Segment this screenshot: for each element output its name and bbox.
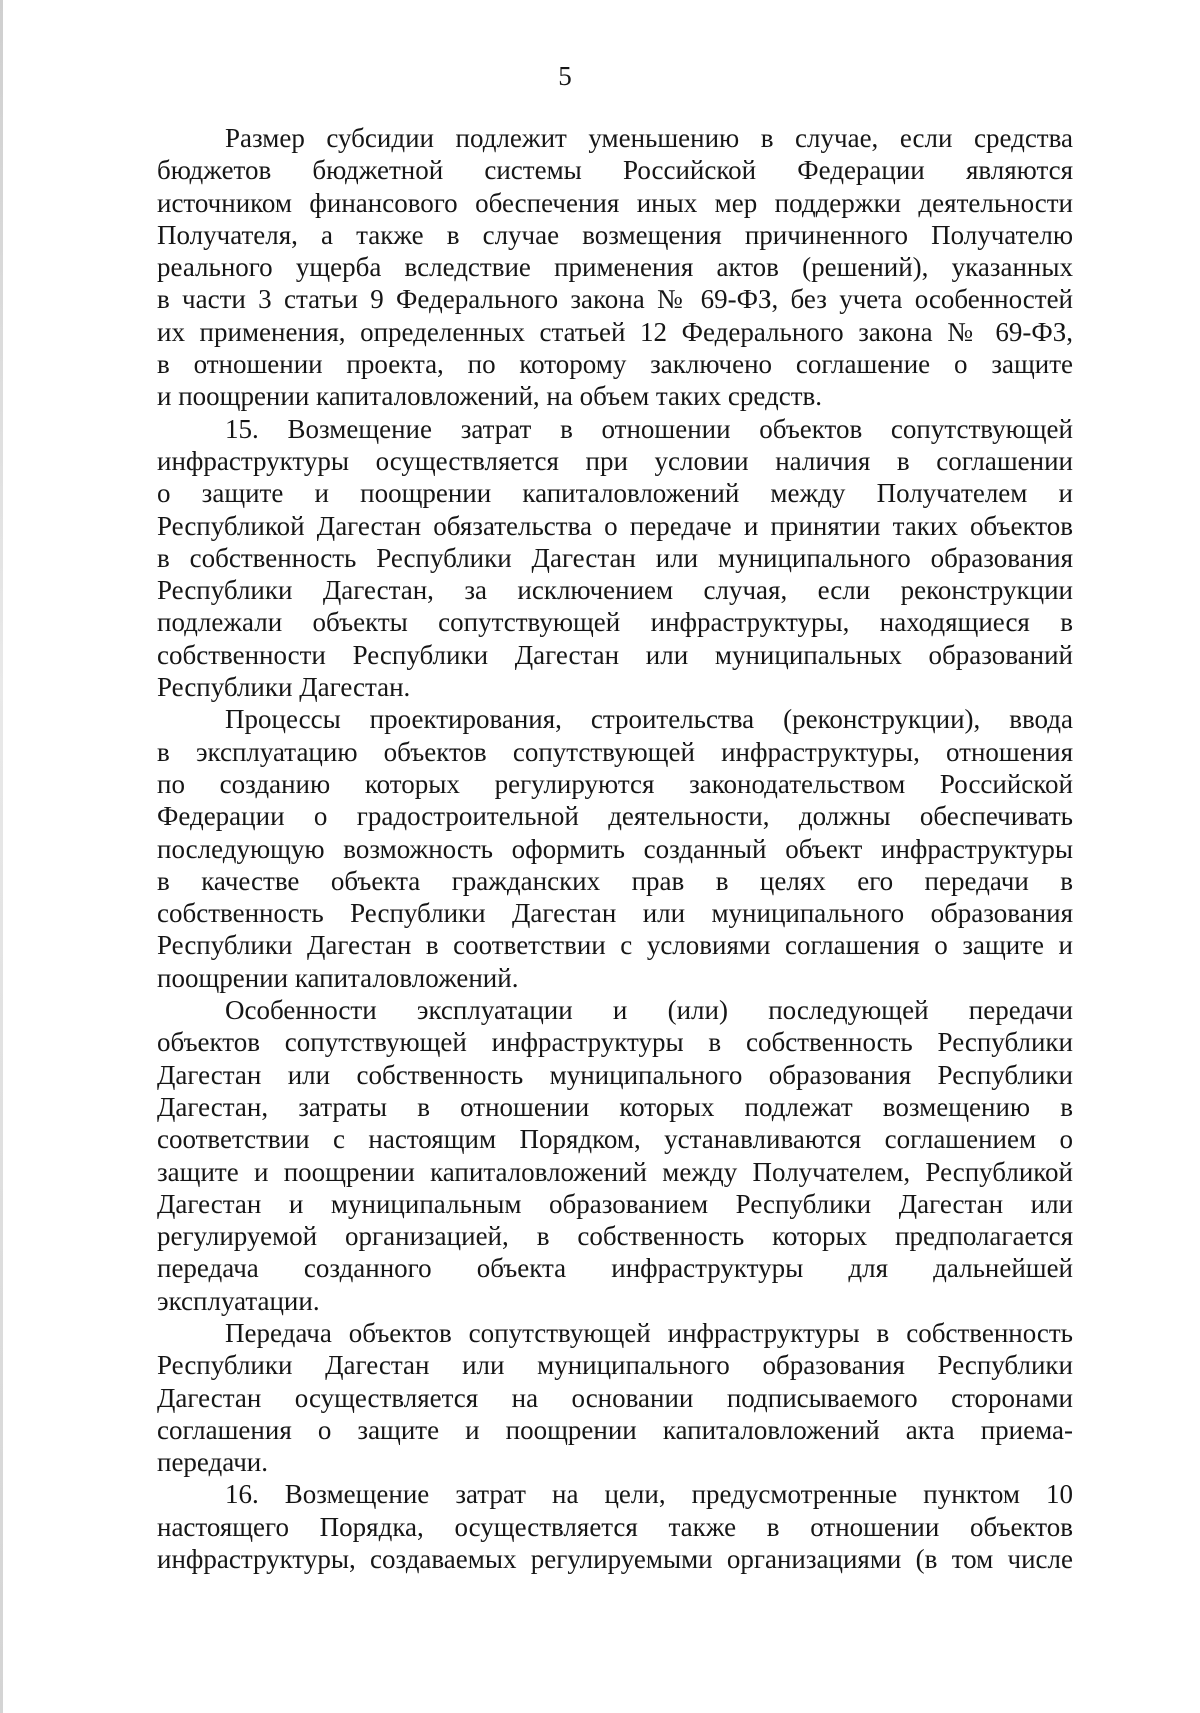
text-line: инфраструктуры осуществляется при условии наличия в соглашении bbox=[157, 445, 1073, 476]
text-line: в эксплуатацию объектов сопутствующей инфраструктуры, отношения bbox=[157, 736, 1073, 767]
text-line: их применения, определенных статьей 12 Федерального закона № 69-ФЗ, bbox=[157, 316, 1073, 347]
text-line: Республики Дагестан в соответствии с условиями соглашения о защите и bbox=[157, 930, 1073, 961]
text-line: объектов сопутствующей инфраструктуры в собственность Республики bbox=[157, 1027, 1073, 1058]
text-line: Дагестан, затраты в отношении которых подлежат возмещению в bbox=[157, 1091, 1073, 1122]
text-line: Дагестан и муниципальным образованием Республики Дагестан или bbox=[157, 1188, 1073, 1219]
text-line: Процессы проектирования, строительства (реконструкции), ввода bbox=[225, 704, 1073, 735]
text-line: подлежали объекты сопутствующей инфраструктуры, находящиеся в bbox=[157, 607, 1073, 638]
text-line: инфраструктуры, создаваемых регулируемыми организациями (в том числе bbox=[157, 1544, 1073, 1575]
text-line: Республикой Дагестан обязательства о передаче и принятии таких объектов bbox=[157, 510, 1073, 541]
text-line: Дагестан осуществляется на основании подписываемого сторонами bbox=[157, 1382, 1073, 1413]
text-line: Федерации о градостроительной деятельности, должны обеспечивать bbox=[157, 801, 1073, 832]
text-line: по созданию которых регулируются законодательством Российской bbox=[157, 768, 1073, 799]
text-line: в отношении проекта, по которому заключено соглашение о защите bbox=[157, 349, 1073, 380]
text-line: Размер субсидии подлежит уменьшению в случае, если средства bbox=[225, 123, 1073, 153]
text-line: эксплуатации. bbox=[157, 1285, 320, 1316]
text-line: источником финансового обеспечения иных мер поддержки деятельности bbox=[157, 187, 1073, 218]
text-line: Республики Дагестан или муниципального образования Республики bbox=[157, 1350, 1073, 1381]
text-line: 16. Возмещение затрат на цели, предусмотренные пунктом 10 bbox=[225, 1479, 1073, 1510]
text-line: Передача объектов сопутствующей инфраструктуры в собственность bbox=[225, 1317, 1073, 1348]
text-line: поощрении капиталовложений. bbox=[157, 962, 519, 993]
text-line: в собственность Республики Дагестан или муниципального образования bbox=[157, 542, 1073, 573]
text-line: Республики Дагестан, за исключением случая, если реконструкции bbox=[157, 575, 1073, 606]
text-line: 15. Возмещение затрат в отношении объектов сопутствующей bbox=[225, 413, 1073, 444]
text-line: последующую возможность оформить созданный объект инфраструктуры bbox=[157, 833, 1073, 864]
text-line: и поощрении капиталовложений, на объем таких средств. bbox=[157, 381, 822, 412]
scan-left-edge bbox=[0, 0, 3, 1713]
text-line: регулируемой организацией, в собственность которых предполагается bbox=[157, 1221, 1073, 1252]
text-line: соответствии с настоящим Порядком, устанавливаются соглашением о bbox=[157, 1124, 1073, 1155]
text-line: собственность Республики Дагестан или муниципального образования bbox=[157, 898, 1073, 929]
text-line: в качестве объекта гражданских прав в целях его передачи в bbox=[157, 865, 1073, 896]
document-body bbox=[157, 122, 1073, 1575]
text-line: бюджетов бюджетной системы Российской Федерации являются bbox=[157, 155, 1073, 186]
text-line: реального ущерба вследствие применения актов (решений), указанных bbox=[157, 252, 1073, 283]
text-line: собственности Республики Дагестан или муниципальных образований bbox=[157, 639, 1073, 670]
page-number: 5 bbox=[558, 61, 572, 91]
text-line: Республики Дагестан. bbox=[157, 672, 411, 703]
text-line: настоящего Порядка, осуществляется также в отношении объектов bbox=[157, 1511, 1073, 1542]
text-line: передачи. bbox=[157, 1447, 268, 1478]
text-line: в части 3 статьи 9 Федерального закона № 69-ФЗ, без учета особенностей bbox=[157, 284, 1073, 315]
text-line: соглашения о защите и поощрении капиталовложений акта приема- bbox=[157, 1414, 1073, 1445]
text-line: защите и поощрении капиталовложений между Получателем, Республикой bbox=[157, 1156, 1073, 1187]
text-line: Особенности эксплуатации и (или) последующей передачи bbox=[225, 995, 1073, 1026]
text-line: Дагестан или собственность муниципального образования Республики bbox=[157, 1059, 1073, 1090]
text-line: передача созданного объекта инфраструктуры для дальнейшей bbox=[157, 1253, 1073, 1284]
text-line: Получателя, а также в случае возмещения причиненного Получателю bbox=[157, 219, 1073, 250]
text-line: о защите и поощрении капиталовложений между Получателем и bbox=[157, 478, 1073, 509]
